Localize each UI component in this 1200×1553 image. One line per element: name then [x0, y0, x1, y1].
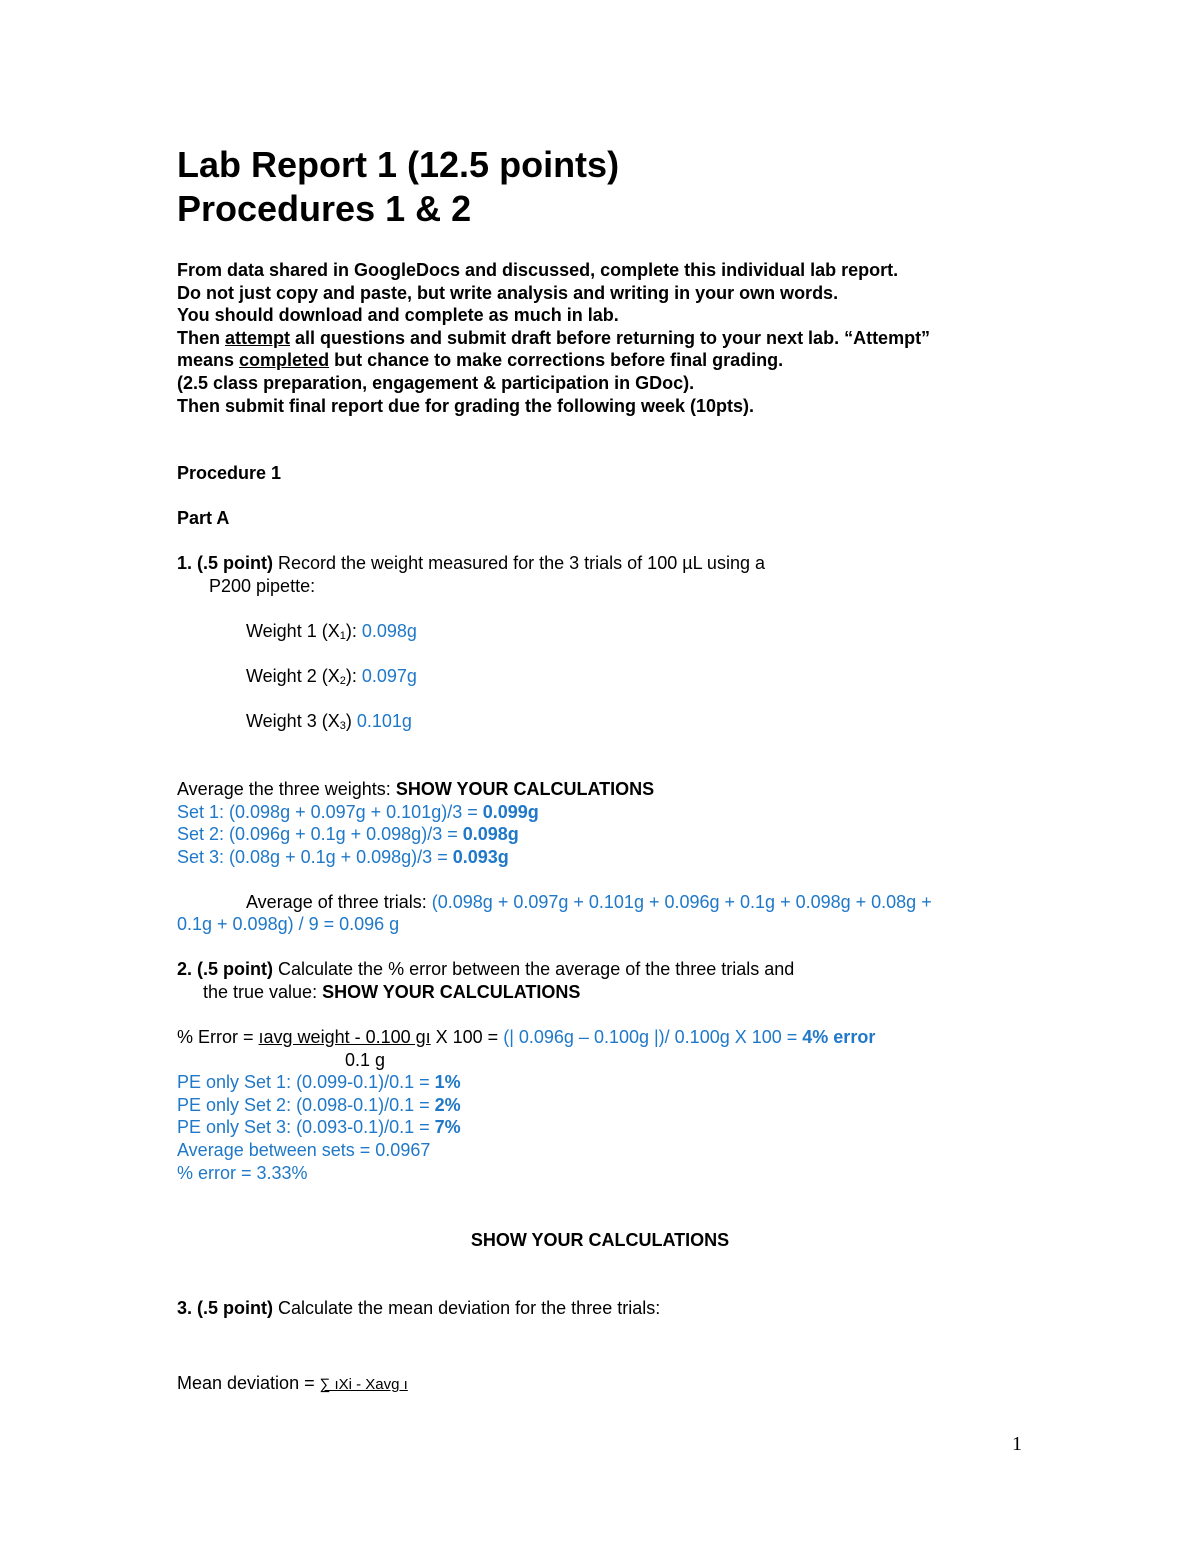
trials-average-calc-2: 0.1g + 0.098g) / 9 = 0.096 g	[177, 914, 400, 934]
intro-line-1: From data shared in GoogleDocs and discussed, complete this individual lab report.	[177, 260, 899, 280]
question-2	[177, 958, 794, 980]
weight-2-label: Weight 2 (X	[246, 666, 340, 686]
set-2-result: 0.098g	[462, 824, 519, 844]
pe-set-2-result: 2%	[434, 1095, 461, 1115]
pe-set-2	[177, 1094, 461, 1116]
weight-3-row	[246, 710, 412, 737]
pe-set-1-result: 1%	[434, 1072, 461, 1092]
pe-set-2-text: PE only Set 2: (0.098-0.1)/0.1 =	[177, 1095, 435, 1115]
question-1-number: 1. (.5 point)	[177, 553, 273, 573]
question-2-number: 2. (.5 point)	[177, 959, 273, 979]
percent-error-pre: % Error =	[177, 1027, 259, 1047]
intro-line-4-pre: Then	[177, 328, 225, 348]
set-2-calc	[177, 823, 519, 845]
question-2-text-2: the true value:	[203, 982, 323, 1002]
percent-error-numerator: ıavg weight - 0.100 gı	[258, 1027, 431, 1047]
weight-1-row	[246, 620, 417, 647]
weight-3-suffix: )	[345, 711, 357, 731]
pe-set-3-result: 7%	[434, 1117, 461, 1137]
show-calculations-heading: SHOW YOUR CALCULATIONS	[470, 1230, 730, 1250]
weight-3-sub: 3	[339, 720, 346, 732]
set-1-result: 0.099g	[482, 802, 539, 822]
weight-2-suffix: ):	[345, 666, 362, 686]
weight-2-row	[246, 665, 417, 692]
pe-set-3-text: PE only Set 3: (0.093-0.1)/0.1 =	[177, 1117, 435, 1137]
pe-set-1	[177, 1071, 461, 1093]
trials-average-calc-1: (0.098g + 0.097g + 0.101g + 0.096g + 0.1g + 0.098g + 0.08g +	[431, 892, 932, 912]
title-line-2: Procedures 1 & 2	[177, 188, 472, 229]
intro-line-3: You should download and complete as much in lab.	[177, 305, 619, 325]
question-3	[177, 1297, 660, 1319]
intro-attempt: attempt	[225, 328, 291, 348]
percent-error-denominator: 0.1 g	[345, 1050, 386, 1070]
average-prompt	[177, 778, 654, 800]
pe-set-3	[177, 1116, 461, 1138]
intro-line-4	[177, 327, 930, 349]
percent-error-mid: X 100 =	[430, 1027, 504, 1047]
average-prompt-text: Average the three weights:	[177, 779, 396, 799]
intro-line-5-pre: means	[177, 350, 240, 370]
set-3-text: Set 3: (0.08g + 0.1g + 0.098g)/3 =	[177, 847, 453, 867]
intro-line-7: Then submit final report due for grading the following week (10pts).	[177, 396, 755, 416]
percent-error-formula	[177, 1026, 875, 1048]
question-1-text-2: P200 pipette:	[209, 576, 316, 596]
weight-2-sub: 2	[339, 675, 346, 687]
weight-1-sub: 1	[339, 630, 346, 642]
intro-line-5-post: but chance to make corrections before final grading.	[329, 350, 784, 370]
percent-error-result: 4% error	[802, 1027, 876, 1047]
trials-average-label: Average of three trials:	[246, 892, 432, 912]
pe-set-1-text: PE only Set 1: (0.099-0.1)/0.1 =	[177, 1072, 435, 1092]
mean-deviation-label: Mean deviation =	[177, 1373, 320, 1393]
question-2-bold: SHOW YOUR CALCULATIONS	[322, 982, 581, 1002]
weight-2-value: 0.097g	[361, 666, 417, 686]
intro-completed: completed	[239, 350, 330, 370]
question-1-text: Record the weight measured for the 3 trials of 100 µL using a	[273, 553, 765, 573]
weight-3-label: Weight 3 (X	[246, 711, 340, 731]
percent-error-total: % error = 3.33%	[177, 1163, 308, 1183]
question-3-number: 3. (.5 point)	[177, 1298, 273, 1318]
weight-1-label: Weight 1 (X	[246, 621, 340, 641]
percent-error-calc: (| 0.096g – 0.100g |)/ 0.100g X 100 =	[503, 1027, 803, 1047]
weight-1-suffix: ):	[345, 621, 362, 641]
trials-average-line-1	[246, 891, 932, 913]
question-3-text: Calculate the mean deviation for the three trials:	[273, 1298, 661, 1318]
part-a-heading: Part A	[177, 508, 230, 528]
intro-line-4-post: all questions and submit draft before returning to your next lab. “Attempt”	[290, 328, 931, 348]
mean-deviation-formula	[177, 1372, 408, 1396]
average-between-sets: Average between sets = 0.0967	[177, 1140, 431, 1160]
set-1-text: Set 1: (0.098g + 0.097g + 0.101g)/3 =	[177, 802, 483, 822]
average-prompt-bold: SHOW YOUR CALCULATIONS	[395, 779, 655, 799]
question-1	[177, 552, 765, 574]
title-line-1: Lab Report 1 (12.5 points)	[177, 144, 620, 185]
set-1-calc	[177, 801, 539, 823]
weight-1-value: 0.098g	[361, 621, 417, 641]
set-3-result: 0.093g	[452, 847, 509, 867]
question-2-line-2	[203, 981, 580, 1003]
set-2-text: Set 2: (0.096g + 0.1g + 0.098g)/3 =	[177, 824, 463, 844]
intro-line-6: (2.5 class preparation, engagement & participation in GDoc).	[177, 373, 695, 393]
procedure-1-heading: Procedure 1	[177, 463, 282, 483]
weight-3-value: 0.101g	[356, 711, 412, 731]
intro-line-2: Do not just copy and paste, but write analysis and writing in your own words.	[177, 283, 839, 303]
page-number: 1	[1012, 1433, 1022, 1455]
question-2-text: Calculate the % error between the average of the three trials and	[273, 959, 795, 979]
document-title	[177, 143, 619, 231]
mean-deviation-expression: ∑ ıXi - Xavg ı	[319, 1376, 408, 1393]
intro-line-5	[177, 349, 783, 371]
set-3-calc	[177, 846, 509, 868]
